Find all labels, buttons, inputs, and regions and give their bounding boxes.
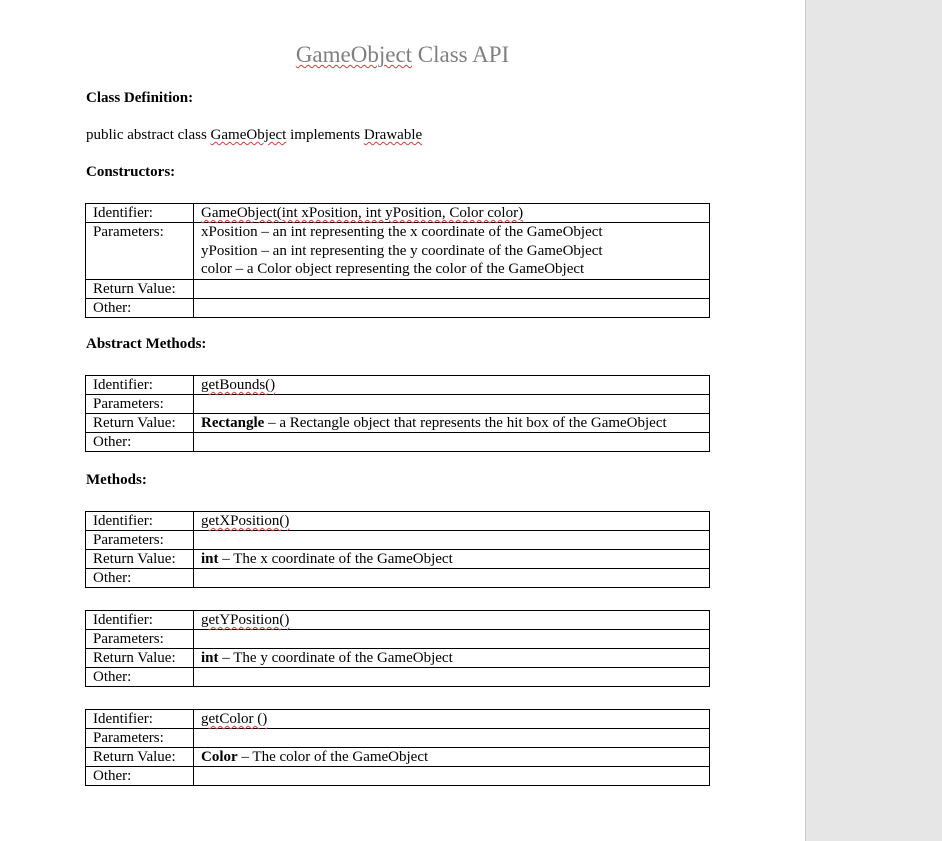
table-row — [86, 531, 710, 550]
title-suffix: Class API — [412, 42, 510, 67]
parameters-label: Parameters: — [86, 223, 194, 280]
other-cell — [194, 298, 710, 317]
identifier-label: Identifier: — [86, 376, 194, 395]
table-row — [86, 395, 710, 414]
constructor-identifier — [194, 204, 710, 223]
heading-methods: Methods: — [86, 472, 147, 488]
other-label: Other: — [86, 298, 194, 317]
parameters-cell — [194, 729, 710, 748]
parameters-label: Parameters: — [86, 395, 194, 414]
return-value-label: Return Value: — [86, 550, 194, 569]
other-cell — [194, 668, 710, 687]
parameters-cell — [194, 531, 710, 550]
return-type: Rectangle — [201, 415, 265, 431]
table-row — [86, 376, 710, 395]
method-identifier-text: getColor () — [201, 711, 268, 727]
return-type: int — [201, 650, 219, 666]
return-value-cell — [194, 414, 710, 433]
return-value-label: Return Value: — [86, 649, 194, 668]
document-title — [0, 42, 805, 68]
heading-abstract-methods: Abstract Methods: — [86, 336, 207, 352]
method-identifier-text: getBounds() — [201, 377, 276, 393]
heading-constructors: Constructors: — [86, 164, 176, 180]
constructor-table — [85, 203, 710, 318]
other-label: Other: — [86, 569, 194, 588]
return-value-cell — [194, 649, 710, 668]
parameter-line: color – a Color object representing the color of the GameObject — [201, 261, 585, 277]
return-description: – The x coordinate of the GameObject — [218, 551, 453, 567]
class-def-prefix: public abstract class — [86, 127, 211, 143]
table-row — [86, 611, 710, 630]
identifier-label: Identifier: — [86, 512, 194, 531]
identifier-label: Identifier: — [86, 204, 194, 223]
right-gutter-pane — [805, 0, 942, 841]
class-def-interface: Drawable — [363, 127, 423, 143]
table-row — [86, 668, 710, 687]
parameters-label: Parameters: — [86, 729, 194, 748]
table-row — [86, 550, 710, 569]
method-identifier — [194, 512, 710, 531]
other-cell — [194, 767, 710, 786]
table-row — [86, 279, 710, 298]
title-class-name: GameObject — [295, 42, 413, 67]
return-value-cell — [194, 748, 710, 767]
table-row — [86, 748, 710, 767]
table-row — [86, 223, 710, 280]
return-value-label: Return Value: — [86, 279, 194, 298]
return-type: int — [201, 551, 219, 567]
class-def-class-name: GameObject — [210, 127, 287, 143]
class-definition-line — [86, 127, 422, 144]
table-row — [86, 414, 710, 433]
identifier-label: Identifier: — [86, 611, 194, 630]
return-description: – The color of the GameObject — [237, 749, 429, 765]
return-value-cell — [194, 550, 710, 569]
method-table-get-x-position — [85, 511, 710, 588]
method-table-get-y-position — [85, 610, 710, 687]
constructor-identifier-text: GameObject(int xPosition, int yPosition, Color color) — [201, 205, 524, 221]
table-row — [86, 630, 710, 649]
other-cell — [194, 569, 710, 588]
method-identifier-text: getXPosition() — [201, 513, 290, 529]
parameters-label: Parameters: — [86, 531, 194, 550]
identifier-label: Identifier: — [86, 710, 194, 729]
constructor-parameters — [194, 223, 710, 280]
table-row — [86, 298, 710, 317]
table-row — [86, 204, 710, 223]
parameter-line: yPosition – an int representing the y coordinate of the GameObject — [201, 242, 603, 259]
parameters-label: Parameters: — [86, 630, 194, 649]
method-table-get-color — [85, 709, 710, 786]
abstract-method-table — [85, 375, 710, 452]
parameters-cell — [194, 395, 710, 414]
method-identifier — [194, 611, 710, 630]
return-description: – a Rectangle object that represents the hit box of the GameObject — [264, 415, 667, 431]
return-value-label: Return Value: — [86, 414, 194, 433]
table-row — [86, 767, 710, 786]
table-row — [86, 512, 710, 531]
return-value-cell — [194, 279, 710, 298]
table-row — [86, 649, 710, 668]
parameters-cell — [194, 630, 710, 649]
other-label: Other: — [86, 767, 194, 786]
method-identifier — [194, 710, 710, 729]
heading-class-definition: Class Definition: — [86, 90, 194, 106]
return-value-label: Return Value: — [86, 748, 194, 767]
other-label: Other: — [86, 668, 194, 687]
other-label: Other: — [86, 433, 194, 452]
parameter-line: xPosition – an int representing the x coordinate of the GameObject — [201, 224, 603, 240]
class-def-middle: implements — [286, 127, 364, 143]
other-cell — [194, 433, 710, 452]
table-row — [86, 569, 710, 588]
method-identifier-text: getYPosition() — [201, 612, 290, 628]
return-type: Color — [201, 749, 238, 765]
table-row — [86, 433, 710, 452]
return-description: – The y coordinate of the GameObject — [218, 650, 453, 666]
table-row — [86, 710, 710, 729]
method-identifier — [194, 376, 710, 395]
table-row — [86, 729, 710, 748]
